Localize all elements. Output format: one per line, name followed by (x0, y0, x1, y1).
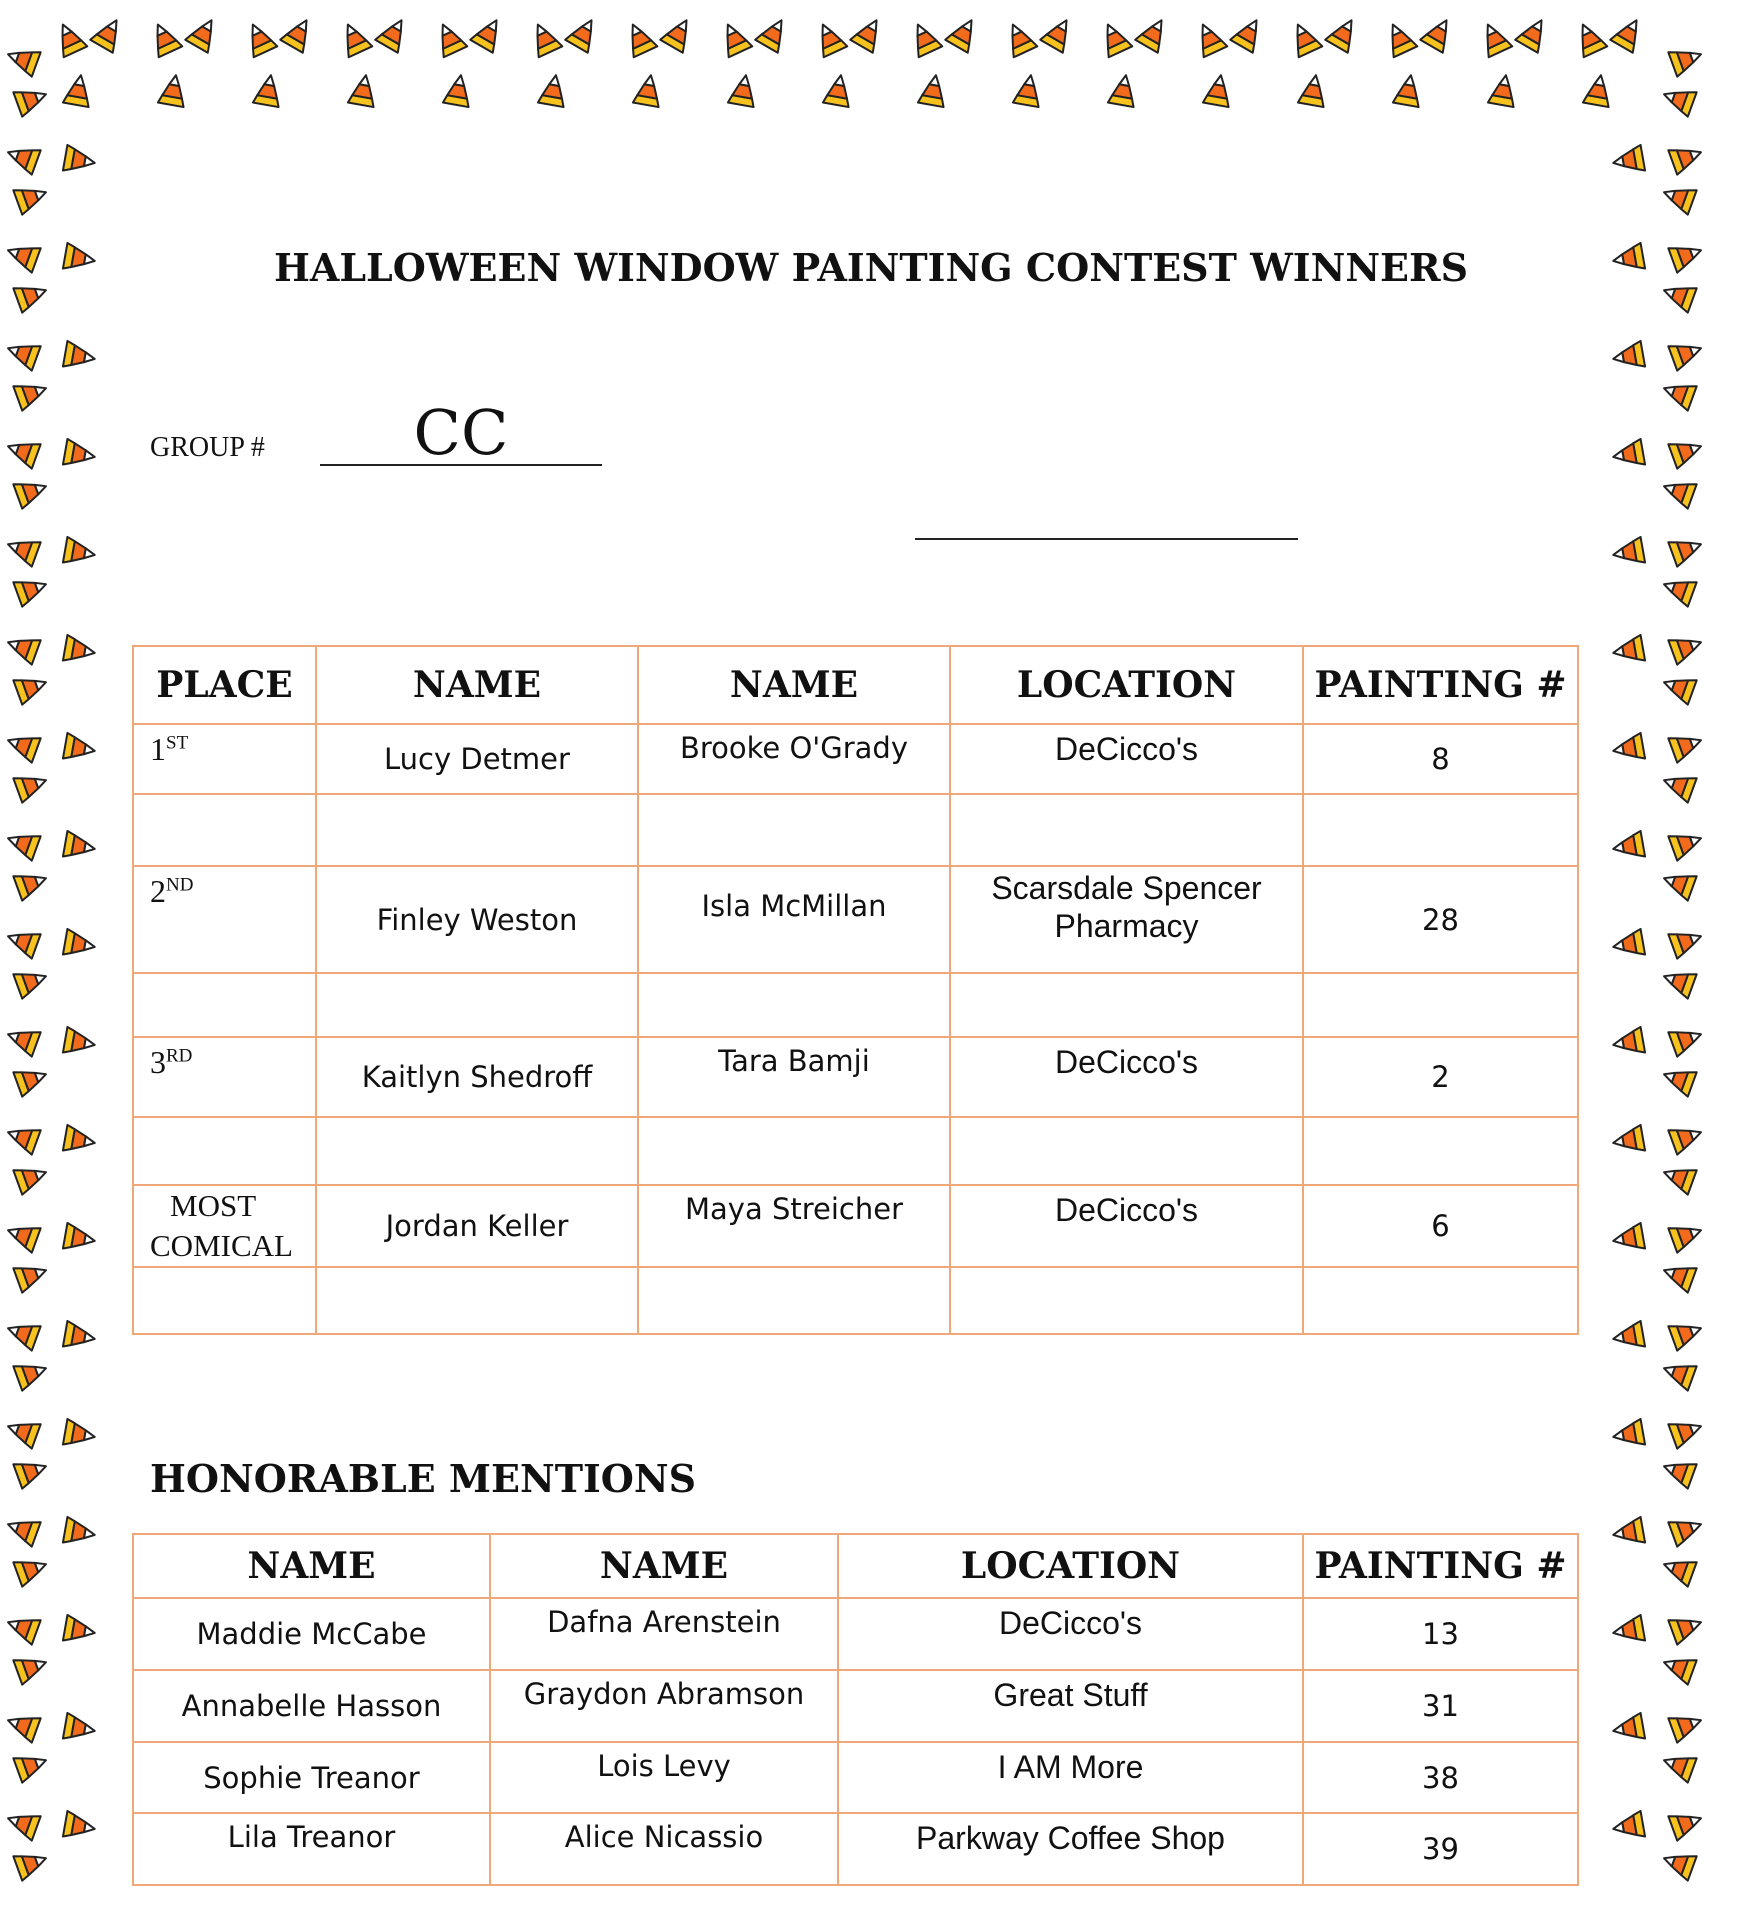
table-row (133, 1037, 1578, 1117)
candy-corn-icon (728, 73, 759, 107)
candy-corn-icon (1611, 537, 1645, 568)
honorable-mentions-table (132, 1533, 1579, 1886)
candy-corn-icon (1660, 1650, 1697, 1685)
place-cell: 1ST (133, 724, 316, 794)
header-location: LOCATION (950, 646, 1303, 724)
candy-corn-icon (1108, 73, 1139, 107)
candy-corn-icon (1298, 73, 1329, 107)
candy-corn-icon (4, 336, 41, 371)
candy-corn-icon (1420, 14, 1458, 53)
candy-corn-icon (1668, 1610, 1705, 1645)
candy-corn-icon (1286, 19, 1322, 57)
name-cell: Isla McMillan (638, 866, 950, 973)
candy-corn-icon (1668, 630, 1705, 665)
candy-corn-icon (63, 1713, 97, 1744)
name-cell: Finley Weston (316, 866, 638, 973)
candy-corn-icon (1611, 635, 1645, 666)
candy-corn-icon (63, 1517, 97, 1548)
painting-number-cell: 38 (1303, 1742, 1578, 1813)
candy-corn-icon (4, 1022, 41, 1057)
candy-corn-icon (1660, 768, 1697, 803)
table-row (133, 1185, 1578, 1267)
candy-corn-icon (906, 19, 942, 57)
candy-corn-icon (1515, 14, 1553, 53)
candy-corn-icon (1611, 831, 1645, 862)
candy-corn-icon (1381, 19, 1417, 57)
candy-corn-icon (63, 73, 94, 107)
candy-corn-icon (1488, 73, 1519, 107)
candy-corn-icon (51, 19, 87, 57)
location-cell: Scarsdale Spencer Pharmacy (950, 866, 1303, 973)
table-row (133, 866, 1578, 973)
candy-corn-icon (4, 1610, 41, 1645)
candy-corn-icon (1230, 14, 1268, 53)
candy-corn-icon (4, 532, 41, 567)
place-cell: 2ND (133, 866, 316, 973)
winners-table (132, 645, 1579, 1335)
painting-number-cell: 6 (1303, 1185, 1578, 1267)
candy-corn-icon (621, 19, 657, 57)
header-location: LOCATION (838, 1534, 1303, 1598)
name-cell: Graydon Abramson (490, 1670, 838, 1742)
header-painting-number: PAINTING # (1303, 646, 1578, 724)
candy-corn-icon (4, 1708, 41, 1743)
candy-corn-icon (13, 1650, 50, 1685)
candy-corn-icon (4, 728, 41, 763)
candy-corn-icon (1660, 964, 1697, 999)
name-cell: Sophie Treanor (133, 1742, 490, 1813)
candy-corn-icon (63, 831, 97, 862)
candy-corn-icon (1660, 572, 1697, 607)
candy-corn-icon (1611, 1811, 1645, 1842)
candy-corn-icon (13, 82, 50, 117)
candy-corn-icon (538, 73, 569, 107)
candy-corn-icon (13, 1846, 50, 1881)
candy-corn-icon (1611, 1321, 1645, 1352)
candy-corn-icon (1611, 1125, 1645, 1156)
candy-corn-icon (63, 1615, 97, 1646)
candy-corn-icon (850, 14, 888, 53)
table-row (133, 1598, 1578, 1670)
candy-corn-icon (1660, 474, 1697, 509)
candy-corn-icon (1325, 14, 1363, 53)
header-place: PLACE (133, 646, 316, 724)
name-cell: Lois Levy (490, 1742, 838, 1813)
candy-corn-icon (1668, 826, 1705, 861)
candy-corn-icon (1040, 14, 1078, 53)
candy-corn-icon (1668, 1120, 1705, 1155)
blank-signature-line (915, 538, 1298, 540)
candy-corn-icon (63, 1419, 97, 1450)
candy-corn-icon (13, 866, 50, 901)
candy-corn-icon (1668, 924, 1705, 959)
candy-corn-icon (4, 1512, 41, 1547)
painting-number-cell: 13 (1303, 1598, 1578, 1670)
candy-corn-icon (1611, 733, 1645, 764)
location-cell: DeCicco's (950, 1037, 1303, 1117)
candy-corn-icon (63, 1125, 97, 1156)
empty-row (133, 973, 1578, 1037)
candy-corn-icon (348, 73, 379, 107)
candy-corn-icon (63, 635, 97, 666)
candy-corn-icon (1660, 866, 1697, 901)
place-cell: MOST COMICAL (133, 1185, 316, 1267)
candy-corn-icon (253, 73, 284, 107)
candy-corn-icon (375, 14, 413, 53)
candy-corn-icon (1660, 1258, 1697, 1293)
candy-corn-icon (1476, 19, 1512, 57)
candy-corn-icon (1660, 1454, 1697, 1489)
location-cell: DeCicco's (950, 724, 1303, 794)
name-cell: Lucy Detmer (316, 724, 638, 794)
candy-corn-icon (63, 537, 97, 568)
candy-corn-icon (241, 19, 277, 57)
candy-corn-icon (1668, 532, 1705, 567)
candy-corn-icon (1611, 1027, 1645, 1058)
candy-corn-icon (4, 826, 41, 861)
candy-corn-icon (1001, 19, 1037, 57)
candy-corn-icon (1660, 670, 1697, 705)
painting-number-cell: 28 (1303, 866, 1578, 973)
page-title: HALLOWEEN WINDOW PAINTING CONTEST WINNERS (273, 245, 1469, 290)
group-label: GROUP # (150, 432, 265, 463)
candy-corn-icon (1611, 1419, 1645, 1450)
candy-corn-icon (1660, 1062, 1697, 1097)
candy-corn-icon (13, 474, 50, 509)
location-cell: Great Stuff (838, 1670, 1303, 1742)
candy-corn-icon (63, 929, 97, 960)
candy-corn-icon (565, 14, 603, 53)
candy-corn-icon (4, 434, 41, 469)
name-cell: Kaitlyn Shedroff (316, 1037, 638, 1117)
name-cell: Maddie McCabe (133, 1598, 490, 1670)
candy-corn-icon (280, 14, 318, 53)
candy-corn-icon (1668, 1512, 1705, 1547)
candy-corn-icon (13, 964, 50, 999)
candy-corn-icon (13, 376, 50, 411)
candy-corn-icon (660, 14, 698, 53)
painting-number-cell: 31 (1303, 1670, 1578, 1742)
candy-corn-icon (4, 924, 41, 959)
table-row (133, 1742, 1578, 1813)
candy-corn-icon (63, 1321, 97, 1352)
candy-corn-icon (13, 572, 50, 607)
candy-corn-icon (1611, 145, 1645, 176)
candy-corn-icon (526, 19, 562, 57)
place-cell: 3RD (133, 1037, 316, 1117)
candy-corn-icon (13, 1748, 50, 1783)
candy-corn-icon (755, 14, 793, 53)
honorable-mentions-heading: HONORABLE MENTIONS (150, 1456, 697, 1501)
name-cell: Annabelle Hasson (133, 1670, 490, 1742)
candy-corn-icon (4, 1218, 41, 1253)
candy-corn-icon (63, 439, 97, 470)
candy-corn-icon (1013, 73, 1044, 107)
candy-corn-icon (1668, 434, 1705, 469)
candy-corn-icon (1191, 19, 1227, 57)
name-cell: Tara Bamji (638, 1037, 950, 1117)
empty-row (133, 794, 1578, 866)
candy-corn-icon (1096, 19, 1132, 57)
candy-corn-icon (1660, 82, 1697, 117)
header-name: NAME (133, 1534, 490, 1598)
candy-corn-icon (823, 73, 854, 107)
header-name: NAME (316, 646, 638, 724)
candy-corn-icon (1660, 1846, 1697, 1881)
candy-corn-icon (4, 140, 41, 175)
location-cell: I AM More (838, 1742, 1303, 1813)
candy-corn-icon (1135, 14, 1173, 53)
candy-corn-icon (1668, 336, 1705, 371)
candy-corn-icon (1611, 439, 1645, 470)
candy-corn-icon (1611, 1615, 1645, 1646)
honorable-header-row (133, 1534, 1578, 1598)
candy-corn-icon (63, 1223, 97, 1254)
candy-corn-icon (918, 73, 949, 107)
candy-corn-icon (1668, 728, 1705, 763)
candy-corn-icon (1660, 1552, 1697, 1587)
candy-corn-icon (1660, 376, 1697, 411)
candy-corn-icon (13, 768, 50, 803)
candy-corn-icon (13, 1258, 50, 1293)
candy-corn-icon (1668, 1806, 1705, 1841)
location-cell: DeCicco's (838, 1598, 1303, 1670)
candy-corn-icon (13, 180, 50, 215)
header-painting-number: PAINTING # (1303, 1534, 1578, 1598)
name-cell: Alice Nicassio (490, 1813, 838, 1885)
candy-corn-icon (63, 1811, 97, 1842)
table-row (133, 724, 1578, 794)
location-cell: Parkway Coffee Shop (838, 1813, 1303, 1885)
candy-corn-icon (1668, 140, 1705, 175)
candy-corn-icon (4, 42, 41, 77)
candy-corn-icon (1668, 42, 1705, 77)
candy-corn-icon (185, 14, 223, 53)
name-cell: Brooke O'Grady (638, 724, 950, 794)
name-cell: Dafna Arenstein (490, 1598, 838, 1670)
name-cell: Maya Streicher (638, 1185, 950, 1267)
candy-corn-icon (4, 1806, 41, 1841)
candy-corn-icon (716, 19, 752, 57)
painting-number-cell: 8 (1303, 724, 1578, 794)
candy-corn-icon (1668, 1218, 1705, 1253)
candy-corn-icon (470, 14, 508, 53)
candy-corn-icon (1611, 1713, 1645, 1744)
header-name: NAME (490, 1534, 838, 1598)
candy-corn-icon (13, 670, 50, 705)
candy-corn-icon (336, 19, 372, 57)
name-cell: Jordan Keller (316, 1185, 638, 1267)
candy-corn-icon (90, 14, 128, 53)
candy-corn-icon (945, 14, 983, 53)
winners-header-row (133, 646, 1578, 724)
candy-corn-icon (431, 19, 467, 57)
header-name: NAME (638, 646, 950, 724)
candy-corn-icon (13, 1356, 50, 1391)
candy-corn-icon (1610, 14, 1648, 53)
candy-corn-icon (1660, 1748, 1697, 1783)
candy-corn-icon (1668, 1708, 1705, 1743)
candy-corn-icon (13, 1454, 50, 1489)
candy-corn-icon (4, 1316, 41, 1351)
candy-corn-icon (63, 733, 97, 764)
group-field: CC (320, 402, 602, 466)
candy-corn-icon (633, 73, 664, 107)
empty-row (133, 1117, 1578, 1185)
painting-number-cell: 39 (1303, 1813, 1578, 1885)
candy-corn-icon (4, 1414, 41, 1449)
candy-corn-icon (158, 73, 189, 107)
candy-corn-icon (13, 1552, 50, 1587)
candy-corn-icon (4, 1120, 41, 1155)
candy-corn-icon (1660, 180, 1697, 215)
candy-corn-icon (1660, 1160, 1697, 1195)
candy-corn-icon (1660, 1356, 1697, 1391)
candy-corn-icon (13, 1062, 50, 1097)
location-cell: DeCicco's (950, 1185, 1303, 1267)
candy-corn-icon (63, 145, 97, 176)
table-row (133, 1670, 1578, 1742)
candy-corn-icon (63, 1027, 97, 1058)
candy-corn-icon (1583, 73, 1614, 107)
name-cell: Lila Treanor (133, 1813, 490, 1885)
candy-corn-icon (1611, 929, 1645, 960)
candy-corn-icon (63, 341, 97, 372)
empty-row (133, 1267, 1578, 1334)
candy-corn-icon (1668, 1414, 1705, 1449)
painting-number-cell: 2 (1303, 1037, 1578, 1117)
candy-corn-icon (1393, 73, 1424, 107)
candy-corn-icon (1611, 341, 1645, 372)
candy-corn-icon (1203, 73, 1234, 107)
table-row (133, 1813, 1578, 1885)
candy-corn-icon (1611, 1223, 1645, 1254)
candy-corn-icon (1668, 1022, 1705, 1057)
candy-corn-icon (146, 19, 182, 57)
candy-corn-icon (443, 73, 474, 107)
candy-corn-icon (4, 630, 41, 665)
candy-corn-icon (13, 1160, 50, 1195)
candy-corn-icon (1571, 19, 1607, 57)
candy-corn-icon (1611, 1517, 1645, 1548)
candy-corn-icon (811, 19, 847, 57)
candy-corn-icon (1668, 1316, 1705, 1351)
